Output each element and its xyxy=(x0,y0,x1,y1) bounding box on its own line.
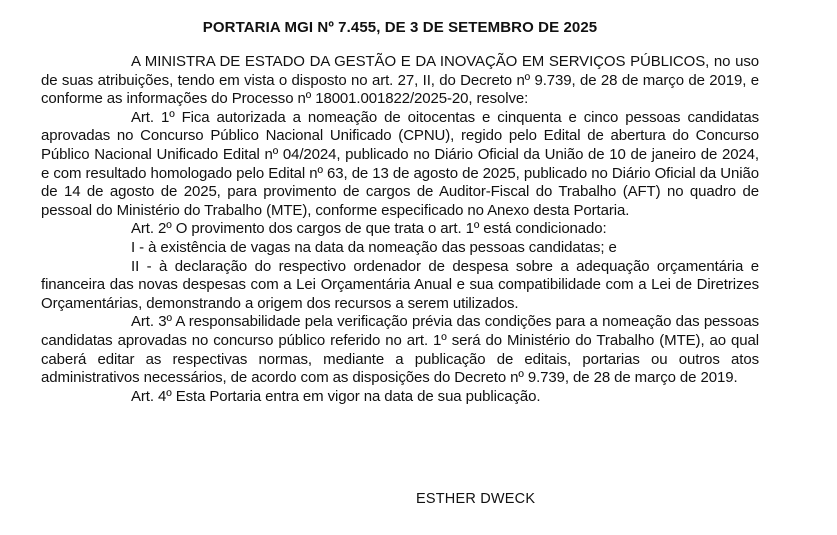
preamble-paragraph: A MINISTRA DE ESTADO DA GESTÃO E DA INOVAÇÃO EM SERVIÇOS PÚBLICOS, no uso de suas atribuições, tendo em vista o disposto no art. 27, II, do Decreto nº 9.739, de 28 de março de 2019, e conforme as informações do Processo nº 18001.001822/2025-20, resolve: xyxy=(41,53,759,108)
signature-name: ESTHER DWECK xyxy=(416,491,536,507)
article-2-item-i: I - à existência de vagas na data da nomeação das pessoas candidatas; e xyxy=(131,238,617,256)
article-3-paragraph: Art. 3º A responsabilidade pela verificação prévia das condições para a nomeação das pessoas candidatas aprovadas no concurso público referido no art. 1º será do Ministério do Trabalho (MTE), ao qual caberá editar as respectivas normas, mediante a publicação de editais, portarias ou outros atos administrativos necessários, de acordo com as disposições do Decreto nº 9.739, de 28 de março de 2019. xyxy=(41,313,759,387)
article-1-paragraph: Art. 1º Fica autorizada a nomeação de oitocentas e cinquenta e cinco pessoas candidatas aprovadas no Concurso Público Nacional Unificado (CPNU), regido pelo Edital de abertura do Concurso Público Nacional Unificado Edital nº 04/2024, publicado no Diário Oficial da União de 10 de janeiro de 2024, e com resultado homologado pelo Edital nº 63, de 13 de agosto de 2025, publicado no Diário Oficial da União de 14 de agosto de 2025, para provimento de cargos de Auditor-Fiscal do Trabalho (AFT) no quadro de pessoal do Ministério do Trabalho (MTE), conforme especificado no Anexo desta Portaria. xyxy=(41,108,759,219)
page-title: PORTARIA MGI Nº 7.455, DE 3 DE SETEMBRO DE 2025 xyxy=(202,19,598,36)
document xyxy=(41,18,759,406)
article-4-paragraph: Art. 4º Esta Portaria entra em vigor na data de sua publicação. xyxy=(131,387,541,405)
article-2-paragraph: Art. 2º O provimento dos cargos de que trata o art. 1º está condicionado: xyxy=(131,220,607,238)
article-2-item-ii: II - à declaração do respectivo ordenador de despesa sobre a adequação orçamentária e financeira das novas despesas com a Lei Orçamentária Anual e sua compatibilidade com a Lei de Diretrizes Orçamentárias, demonstrando a origem dos recursos a serem utilizados. xyxy=(41,257,759,312)
